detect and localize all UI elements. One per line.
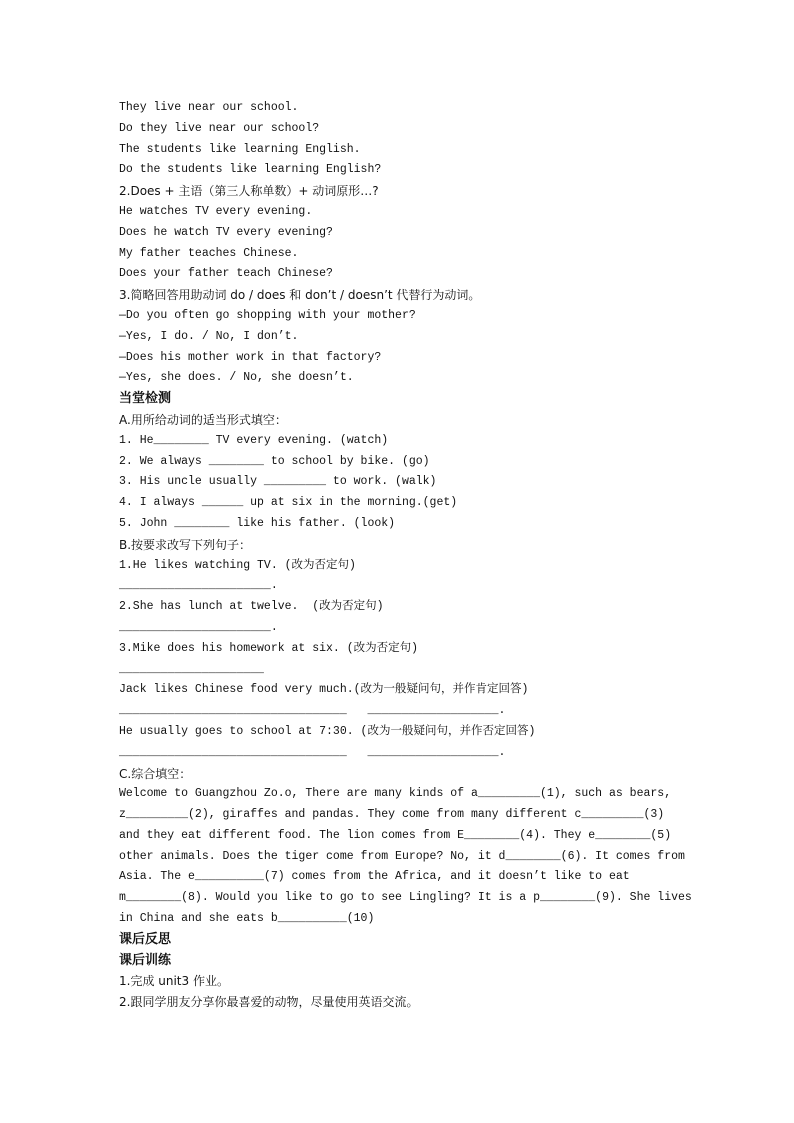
text-line: They live near our school.	[119, 101, 299, 114]
text-line: My father teaches Chinese.	[119, 246, 299, 260]
text-line: 1.完成 unit3 作业。	[119, 974, 229, 989]
text-line: —Does his mother work in that factory?	[119, 350, 382, 364]
text-line: A.用所给动词的适当形式填空：	[119, 412, 287, 427]
text-line: He usually goes to school at 7:30. (改为一般疑问句，并作否定回答)	[119, 724, 536, 738]
text-line: m________(8). Would you like to go to see Lingling? It is a p________(9). She lives	[119, 891, 692, 905]
text-line: 4. I always ______ up at six in the morning.(get)	[119, 496, 458, 510]
text-line: 5. John ________ like his father. (look)	[119, 516, 396, 530]
text-line: _____________________	[119, 662, 264, 676]
text-line: z_________(2), giraffes and pandas. They come from many different c_________(3)	[119, 808, 665, 822]
text-line: _________________________________ ___________________.	[119, 745, 506, 759]
text-line: Jack likes Chinese food very much.(改为一般疑问句，并作肯定回答)	[119, 683, 529, 697]
text-line: and they eat different food. The lion comes from E________(4). They e________(5)	[119, 828, 672, 842]
text-line: Do the students like learning English?	[119, 163, 382, 177]
text-line: Welcome to Guangzhou Zo.o, There are many kinds of a_________(1), such as bears,	[119, 787, 672, 801]
text-line: 2. We always ________ to school by bike. (go)	[119, 454, 430, 468]
text-line: 3.Mike does his homework at six. (改为否定句)	[119, 641, 419, 655]
text-line: Does he watch TV every evening?	[119, 225, 333, 239]
text-line: in China and she eats b__________(10)	[119, 912, 375, 926]
section-heading: 当堂检测	[119, 391, 172, 407]
text-line: _________________________________ ___________________.	[119, 704, 506, 718]
text-line: The students like learning English.	[119, 142, 361, 156]
text-line: 2.Does + 主语（第三人称单数）+ 动词原形…?	[119, 184, 379, 199]
text-line: other animals. Does the tiger come from Europe? No, it d________(6). It comes from	[119, 849, 685, 863]
text-line: 1. He________ TV every evening. (watch)	[119, 433, 389, 447]
text-line: ______________________.	[119, 620, 278, 634]
text-line: —Do you often go shopping with your mother?	[119, 308, 416, 322]
text-line: Does your father teach Chinese?	[119, 267, 333, 281]
text-line: He watches TV every evening.	[119, 204, 313, 218]
text-line: 3.简略回答用助动词 do / does 和 don’t / doesn’t 代替行为动词。	[119, 288, 481, 303]
text-line: Asia. The e__________(7) comes from the Africa, and it doesn’t like to eat	[119, 870, 630, 884]
text-line: 3. His uncle usually _________ to work. (walk)	[119, 475, 437, 489]
text-line: 2.跟同学朋友分享你最喜爱的动物，尽量使用英语交流。	[119, 995, 419, 1010]
text-line: C.综合填空：	[119, 766, 192, 781]
worksheet-body	[119, 98, 692, 1013]
section-heading: 课后训练	[119, 952, 172, 968]
section-heading: 课后反思	[119, 931, 172, 947]
text-line: 2.She has lunch at twelve. (改为否定句)	[119, 600, 384, 614]
text-line: —Yes, I do. / No, I don’t.	[119, 329, 299, 343]
text-line: —Yes, she does. / No, she doesn’t.	[119, 371, 354, 385]
text-line: Do they live near our school?	[119, 121, 320, 135]
text-line: 1.He likes watching TV. (改为否定句)	[119, 558, 356, 572]
text-line: B.按要求改写下列句子：	[119, 537, 252, 552]
text-line: ______________________.	[119, 579, 278, 593]
